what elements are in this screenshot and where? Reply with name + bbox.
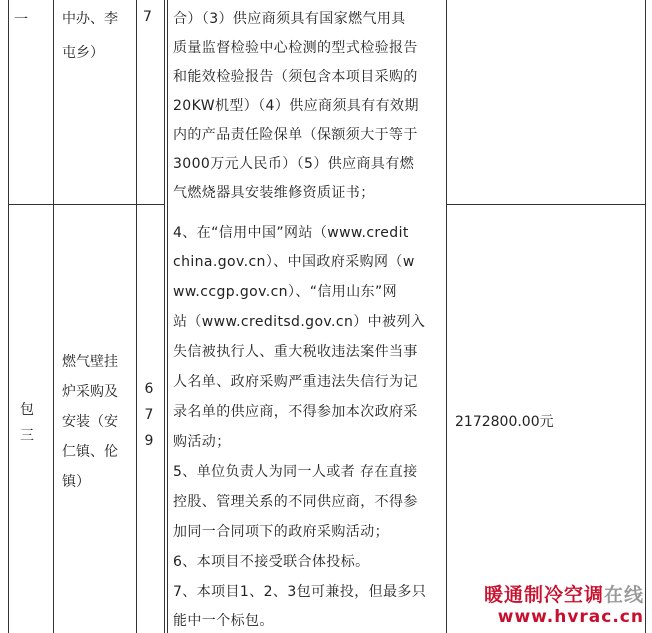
requirement-line: 人名单、政府采购严重违法失信行为记	[173, 374, 418, 390]
days-char-2: 7	[144, 407, 154, 423]
watermark-title	[484, 580, 644, 607]
requirement-line: china.gov.cn）、中国政府采购网（w	[173, 254, 415, 270]
item-name-line-2: 炉采购及	[62, 384, 118, 400]
row-divider	[8, 204, 165, 205]
requirement-line: 购活动；	[173, 434, 231, 450]
watermark-title-main: 暖通制冷空调	[483, 584, 604, 606]
location-line-2: 屯乡）	[62, 45, 104, 61]
requirement-line: 7、本项目1、2、3包可兼投，但最多只	[173, 584, 427, 600]
requirement-line: 4、在“信用中国”网站（www.credit	[173, 225, 409, 241]
item-name-line-1: 燃气壁挂	[62, 354, 118, 370]
table-border-left	[8, 0, 9, 633]
requirement-line: 内的产品责任险保单（保额须大于等于	[173, 127, 418, 143]
col-divider-5	[446, 0, 447, 633]
requirement-line: 气燃烧器具安装维修资质证书；	[173, 185, 375, 201]
days-top: 7	[143, 9, 152, 25]
row-index-top: 一	[14, 12, 28, 28]
row-divider-right	[446, 204, 646, 205]
site-watermark	[484, 580, 644, 627]
requirement-line: 20KW机型）（4）供应商须具有有效期	[173, 98, 419, 114]
bundle-label-char-2: 三	[20, 428, 34, 444]
requirement-line: 合）（3）供应商须具有国家燃气用具	[173, 11, 406, 27]
item-name-line-4: 仁镇、伦	[62, 444, 118, 460]
requirement-line: 3000万元人民币）（5）供应商具有燃	[173, 156, 415, 172]
requirement-line: 失信被执行人、重大税收违法案件当事	[173, 344, 418, 360]
requirement-line: 质量监督检验中心检测的型式检验报告	[173, 40, 418, 56]
item-name-line-3: 安装（安	[62, 414, 118, 430]
col-divider-4	[167, 0, 168, 633]
requirement-line: 录名单的供应商，不得参加本次政府采	[173, 404, 418, 420]
watermark-url: www.hvrac.cn	[497, 607, 644, 627]
item-name-line-5: 镇）	[62, 474, 90, 490]
days-char-1: 6	[144, 381, 154, 397]
requirement-line: 和能效检验报告（须包含本项目采购的	[173, 69, 418, 85]
requirement-line: 能中一个标包。	[173, 613, 274, 629]
location-line-1: 中办、李	[62, 11, 118, 27]
days-char-3: 9	[144, 433, 154, 449]
watermark-title-suffix: 在线	[603, 584, 644, 606]
col-divider-1	[53, 0, 54, 633]
requirement-line: 控股、管理关系的不同供应商，不得参	[173, 494, 418, 510]
col-divider-3	[164, 0, 165, 633]
days-bundle3	[139, 376, 159, 454]
requirement-line: 站（www.creditsd.gov.cn）中被列入	[173, 314, 426, 330]
bundle-label	[14, 397, 40, 449]
col-divider-2	[136, 0, 137, 633]
requirement-line: 加同一合同项下的政府采购活动；	[173, 524, 389, 540]
bundle-label-char-1: 包	[20, 402, 34, 418]
requirement-line: ww.ccgp.gov.cn）、“信用山东”网	[173, 284, 398, 300]
table-border-right	[645, 0, 646, 633]
requirement-line: 5、单位负责人为同一人或者 存在直接	[173, 464, 418, 480]
budget-amount: 2172800.00元	[455, 414, 554, 430]
requirement-line: 6、本项目不接受联合体投标。	[173, 554, 370, 570]
